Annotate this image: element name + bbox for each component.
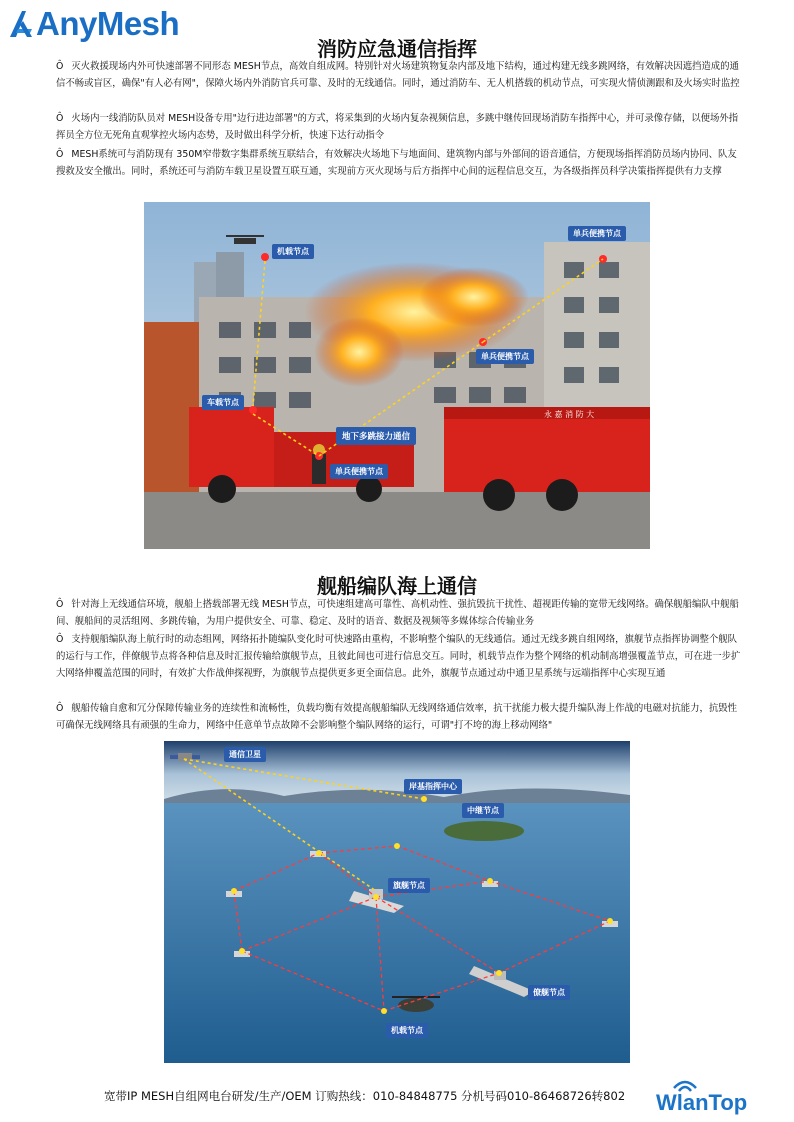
naval-paragraph-3 [56,700,744,734]
section-title-fire: 消防应急通信指挥 [317,37,477,61]
naval-paragraph-1 [56,596,744,630]
bullet-icon: Ô [56,599,64,610]
footer-contact: 宽带IP MESH自组网电台研发/生产/OEM 订购热线：010-84848775 分机号码010-86468726转802 [104,1089,626,1103]
label-airborne-node: 机载节点 [272,244,314,259]
naval-paragraph-2-text: 支持舰船编队海上航行时的动态组网，网络拓扑随编队变化时可快速路由重构，不影响整个编队的无线通信。通过无线多跳自组网络，旗舰节点指挥协调整个舰队的运行与工作，伴僚舰节点将各种信息及时汇报传输给旗舰节点，且彼此间也可进行信息交互。同时，机载节点作为整个网络的机动制高增强覆盖节点，可在进一步扩大网络伸覆盖范围的同时，有效扩大作战伸探视野，为旗舰节点提供更多更全面信息。此外，旗舰节点通过动中通卫星系统与远端指挥中心实现互通 [56,634,741,679]
label-soldier-node-mid: 单兵便携节点 [476,349,534,364]
section-title-naval: 舰船编队海上通信 [317,574,477,598]
naval-fleet-image [164,741,630,1063]
bullet-icon: Ô [56,149,64,160]
label-airborne-node-naval: 机载节点 [386,1023,428,1038]
label-satellite: 通信卫星 [224,747,266,762]
wlantop-logo [654,1076,764,1118]
anymesh-logo-text: AnyMesh [36,5,180,42]
naval-paragraph-2 [56,631,744,682]
fire-paragraph-2-text: 火场内一线消防队员对 MESH设备专用"边行进边部署"的方式，将采集到的火场内复杂视频信息，多跳中继传回现场消防车指挥中心，并可录像存储，以便场外指挥员全方位无死角直观掌控火场内态势，及时做出科学分析，快速下达行动指令 [56,113,739,141]
fire-paragraph-1 [56,58,744,92]
label-underground-relay: 地下多跳接力通信 [336,427,416,445]
fire-scene-image [144,202,650,549]
naval-paragraph-1-text: 针对海上无线通信环境，舰船上搭载部署无线 MESH节点，可快速组建高可靠性、高机动性、强抗毁抗干扰性、超视距传输的宽带无线网络。确保舰船编队中舰船间、舰船间的灵活组网、多跳传输，为用户提供安全、可靠、稳定、及时的语音、数据及视频等多媒体综合传输业务 [56,599,739,627]
naval-fleet-illustration [164,741,630,1063]
bullet-icon: Ô [56,113,64,124]
bullet-icon: Ô [56,703,64,714]
label-shore-command: 岸基指挥中心 [404,779,462,794]
label-flagship-node: 旗舰节点 [388,878,430,893]
fire-scene-illustration [144,202,650,549]
label-vehicle-node: 车载节点 [202,395,244,410]
fire-paragraph-2 [56,110,744,144]
bullet-icon: Ô [56,634,64,645]
label-relay-node: 中继节点 [462,803,504,818]
firefighter-icon [312,444,326,484]
bullet-icon: Ô [56,61,64,72]
label-soldier-node-bottom: 单兵便携节点 [330,464,388,479]
fire-paragraph-1-text: 灭火救援现场内外可快速部署不同形态 MESH节点，高效自组成网。特别针对火场建筑物复杂内部及地下结构，通过构建无线多跳网络，有效解决因遮挡造成的通信不畅或盲区，确保"有人必有网"，保障火场内外消防官兵可靠、及时的无线通信。同时，通过消防车、无人机搭载的机动节点，可实现火情侦测跟和及火场实时监控 [56,61,740,89]
wlantop-logo-text: WlanTop [656,1090,748,1115]
label-soldier-node-top: 单兵便携节点 [568,226,626,241]
fire-paragraph-3 [56,146,744,180]
fire-paragraph-3-text: MESH系统可与消防现有 350M窄带数字集群系统互联结合，有效解决火场地下与地面间、建筑物内部与外部间的语音通信，方便现场指挥消防员场内协同、队友搜救及安全撤出。同时，系统还可与消防车载卫星设置互联互通，实现前方灭火现场与后方指挥中心间的远程信息交互，为各级指挥员科学决策指挥提供有力支撑 [56,149,737,177]
label-escort-node: 僚舰节点 [528,985,570,1000]
naval-paragraph-3-text: 舰船传输自愈和冗分保障传输业务的连续性和流畅性，负载均衡有效提高舰船编队无线网络通信效率，抗干扰能力极大提升编队海上作战的电磁对抗能力，抗毁性可确保无线网络具有顽强的生命力，网络中任意单节点故障不会影响整个编队网络的运行，可谓"打不垮的海上移动网络" [56,703,738,731]
truck-lettering: 永 嘉 消 防 大 [544,410,595,419]
